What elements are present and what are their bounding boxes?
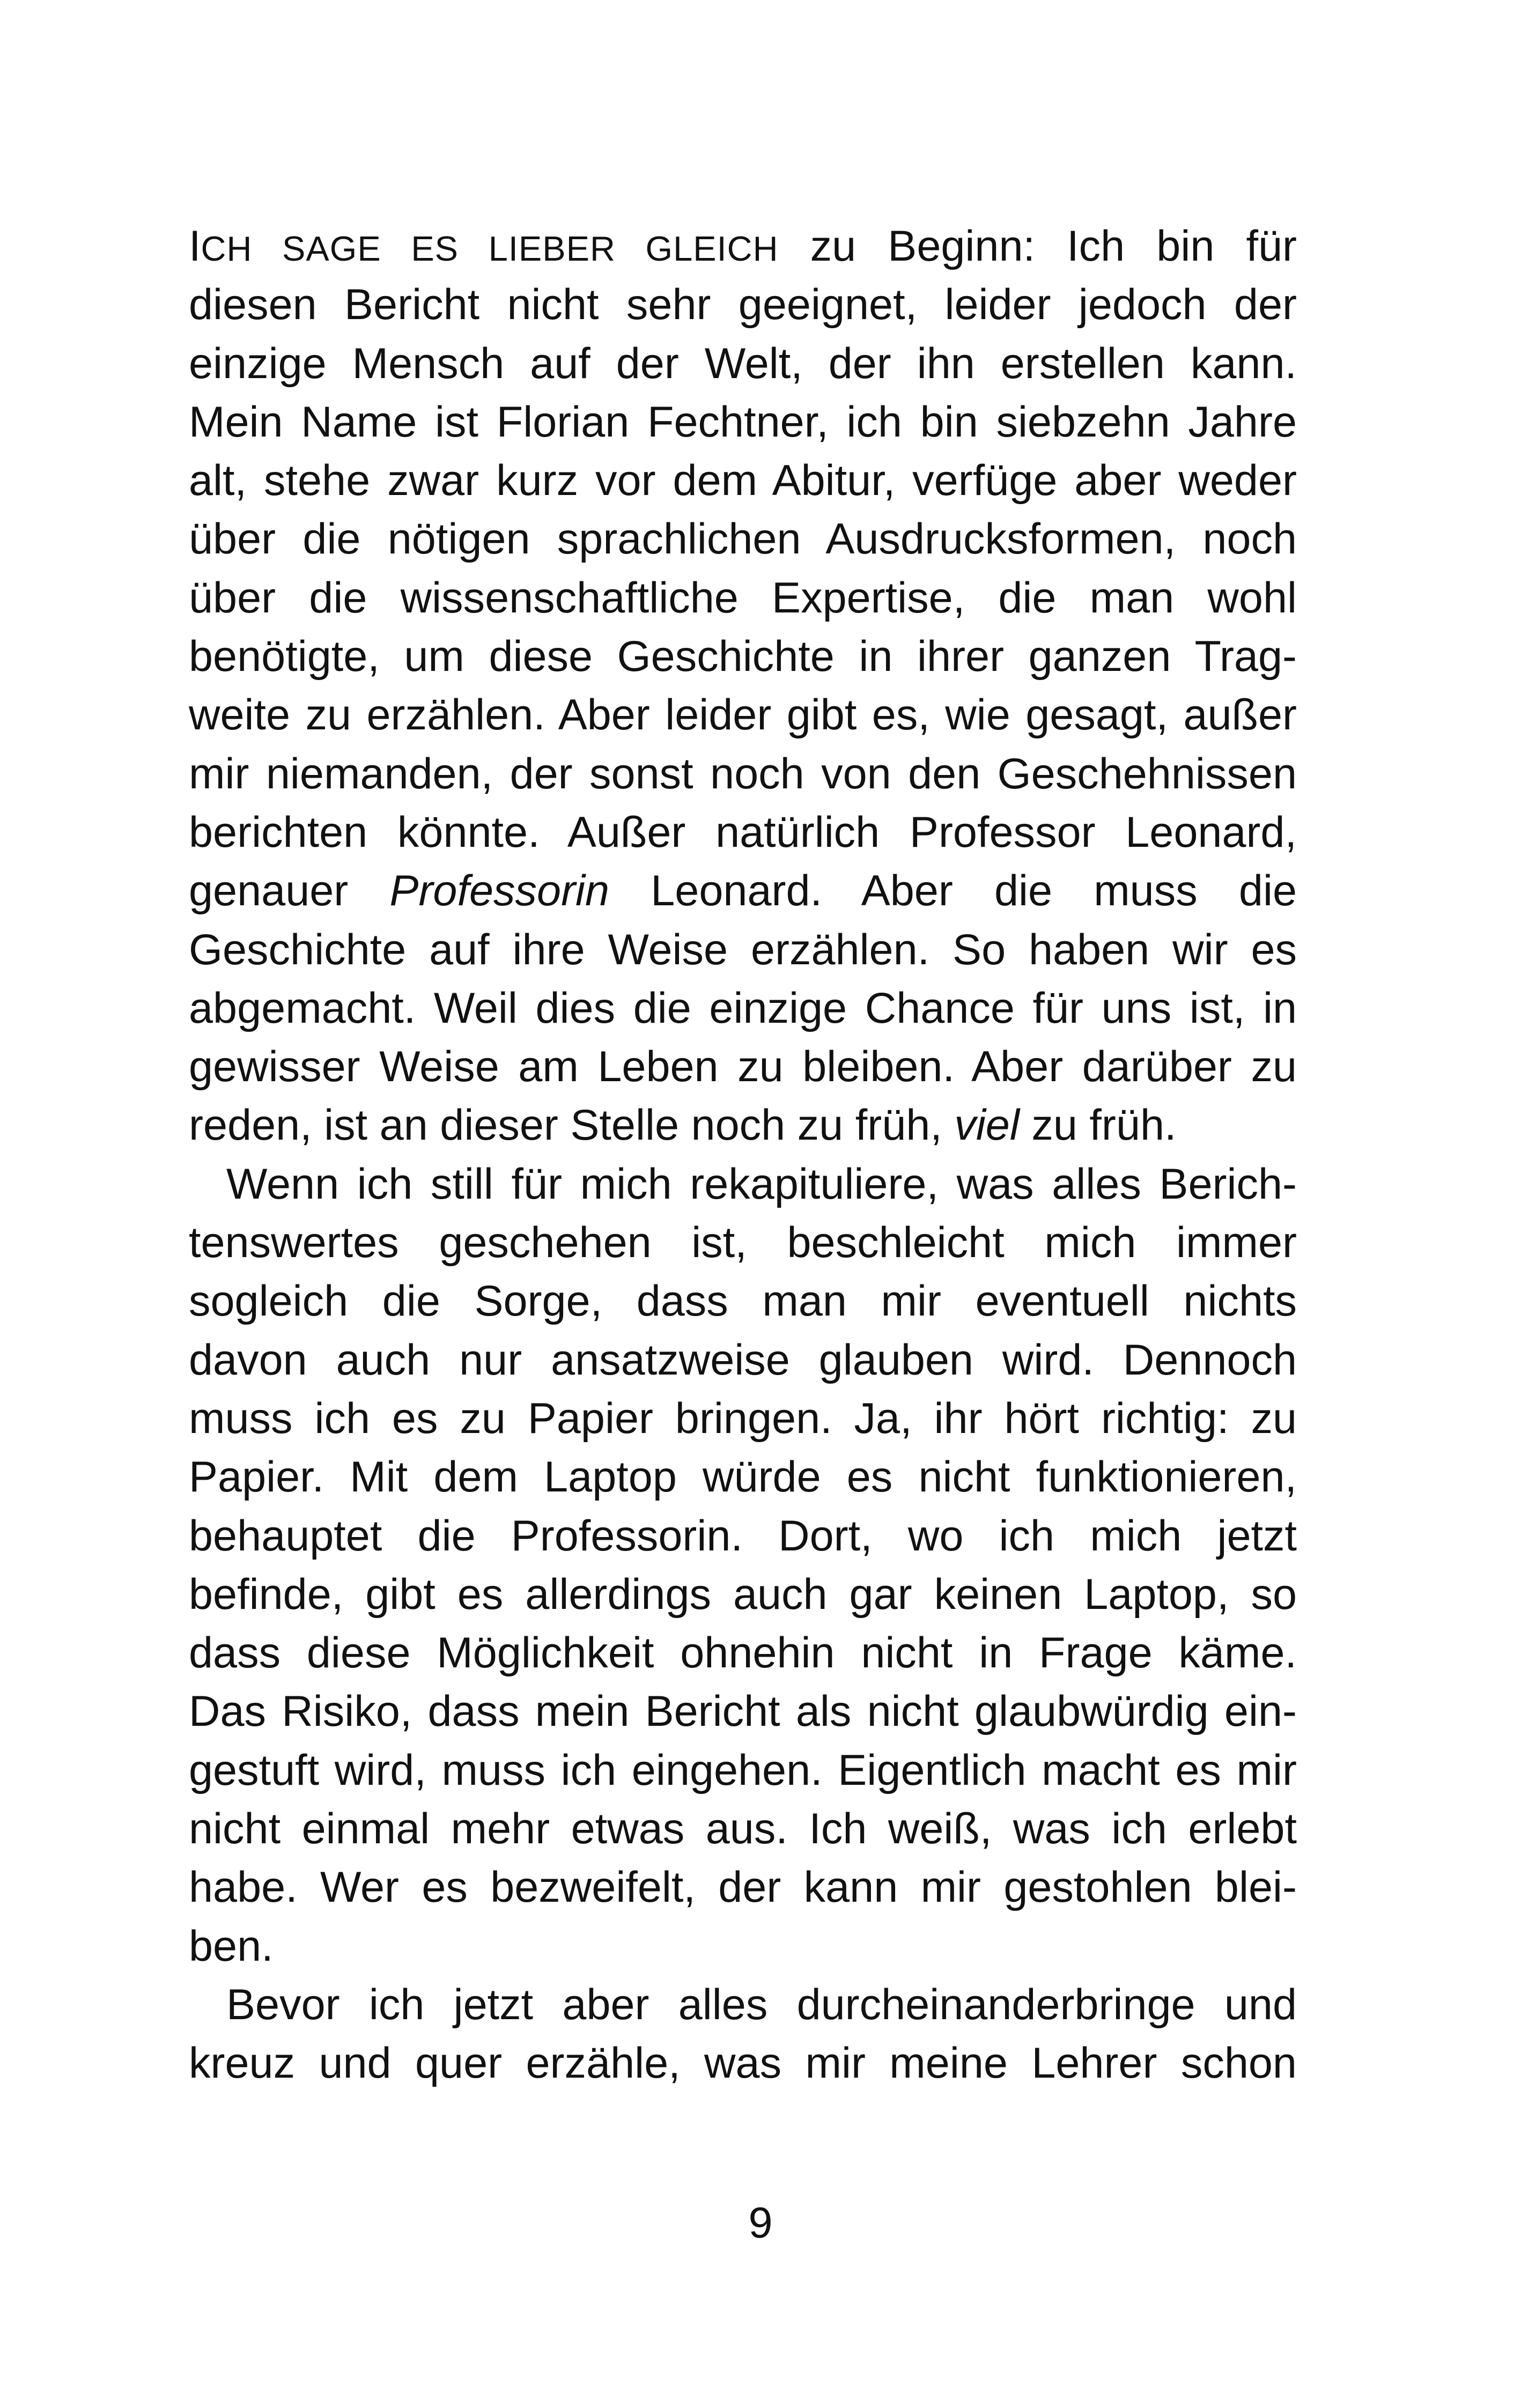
- text-span: dass diese Möglichkeit ohnehin nicht in Frage käme.: [189, 1629, 1297, 1678]
- text-line: [189, 1155, 1297, 1214]
- text-span: Leonard. Aber die muss die: [609, 867, 1297, 915]
- text-span: mir niemanden, der sonst noch von den Geschehnissen: [189, 749, 1297, 798]
- text-span: Bevor ich jetzt aber alles durcheinanderbringe und: [226, 1980, 1297, 2029]
- text-span: I: [189, 222, 201, 270]
- text-span: befinde, gibt es allerdings auch gar keinen Laptop, so: [189, 1570, 1297, 1619]
- text-span: muss ich es zu Papier bringen. Ja, ihr hört richtig: zu: [189, 1394, 1297, 1443]
- text-line: [189, 1800, 1297, 1858]
- text-line: [189, 979, 1297, 1038]
- text-line: [189, 510, 1297, 568]
- text-span: genauer: [189, 867, 390, 915]
- text-line: [189, 803, 1297, 862]
- text-span: davon auch nur ansatzweise glauben wird. Dennoch: [189, 1335, 1297, 1384]
- text-span: tenswertes geschehen ist, beschleicht mich immer: [189, 1218, 1297, 1267]
- text-line: [189, 1565, 1297, 1624]
- text-span: weite zu erzählen. Aber leider gibt es, wie gesagt, außer: [189, 691, 1297, 740]
- text-span: ben.: [189, 1922, 274, 1970]
- text-line: [189, 1917, 1297, 1976]
- text-line: [189, 393, 1297, 452]
- text-span: alt, stehe zwar kurz vor dem Abitur, verfüge aber weder: [189, 456, 1297, 505]
- text-span: reden, ist an dieser Stelle noch zu früh,: [189, 1101, 955, 1150]
- text-line: [189, 1331, 1297, 1390]
- text-span: zu Beginn: Ich bin für: [778, 222, 1297, 270]
- text-span: sogleich die Sorge, dass man mir eventuell nichts: [189, 1277, 1297, 1326]
- text-span: nicht einmal mehr etwas aus. Ich weiß, was ich erlebt: [189, 1805, 1297, 1853]
- text-span: Papier. Mit dem Laptop würde es nicht funktionieren,: [189, 1453, 1297, 1502]
- text-line: [189, 1624, 1297, 1682]
- text-span: berichten könnte. Außer natürlich Professor Leonard,: [189, 808, 1297, 856]
- text-span: Das Risiko, dass mein Bericht als nicht glaubwürdig ein-: [189, 1687, 1297, 1736]
- text-line: [189, 1976, 1297, 2034]
- text-line: [189, 2034, 1297, 2093]
- text-span: über die wissenschaftliche Expertise, die man wohl: [189, 573, 1297, 622]
- text-span: behauptet die Professorin. Dort, wo ich mich jetzt: [189, 1511, 1297, 1560]
- text-line: [189, 335, 1297, 393]
- text-line: [189, 627, 1297, 686]
- text-line: [189, 1272, 1297, 1331]
- text-line: [189, 1096, 1297, 1155]
- text-line: [189, 276, 1297, 334]
- text-line: [189, 1858, 1297, 1917]
- text-line: [189, 745, 1297, 803]
- text-line: [189, 1507, 1297, 1565]
- text-span: benötigte, um diese Geschichte in ihrer ganzen Trag-: [189, 632, 1297, 681]
- page-number: 9: [748, 2199, 773, 2247]
- body-text: [189, 217, 1297, 2093]
- text-span: habe. Wer es bezweifelt, der kann mir gestohlen blei-: [189, 1863, 1297, 1912]
- text-span: einzige Mensch auf der Welt, der ihn erstellen kann.: [189, 339, 1297, 388]
- text-line: [189, 1214, 1297, 1272]
- text-line: [189, 452, 1297, 510]
- italic-text: viel: [954, 1101, 1020, 1150]
- text-span: Mein Name ist Florian Fechtner, ich bin siebzehn Jahre: [189, 397, 1297, 446]
- text-line: [189, 1038, 1297, 1096]
- text-line: [189, 1390, 1297, 1448]
- text-line: [189, 686, 1297, 744]
- text-span: abgemacht. Weil dies die einzige Chance für uns ist, in: [189, 984, 1297, 1032]
- italic-text: Professorin: [389, 867, 610, 915]
- text-span: zu früh.: [1019, 1101, 1177, 1150]
- text-span: Wenn ich still für mich rekapituliere, was alles Berich-: [226, 1159, 1297, 1208]
- text-line: [189, 1741, 1297, 1800]
- text-line: [189, 1682, 1297, 1741]
- text-line: [189, 862, 1297, 920]
- text-span: gewisser Weise am Leben zu bleiben. Aber darüber zu: [189, 1043, 1297, 1091]
- text-line: [189, 217, 1297, 276]
- text-span: Geschichte auf ihre Weise erzählen. So haben wir es: [189, 925, 1297, 974]
- smallcaps-text: CH SAGE ES LIEBER GLEICH: [201, 229, 779, 268]
- text-line: [189, 921, 1297, 979]
- text-span: diesen Bericht nicht sehr geeignet, leider jedoch der: [189, 280, 1297, 329]
- text-line: [189, 1448, 1297, 1506]
- text-span: kreuz und quer erzähle, was mir meine Lehrer schon: [189, 2039, 1297, 2088]
- text-span: gestuft wird, muss ich eingehen. Eigentlich macht es mir: [189, 1746, 1297, 1794]
- text-line: [189, 569, 1297, 627]
- text-span: über die nötigen sprachlichen Ausdrucksformen, noch: [189, 515, 1297, 564]
